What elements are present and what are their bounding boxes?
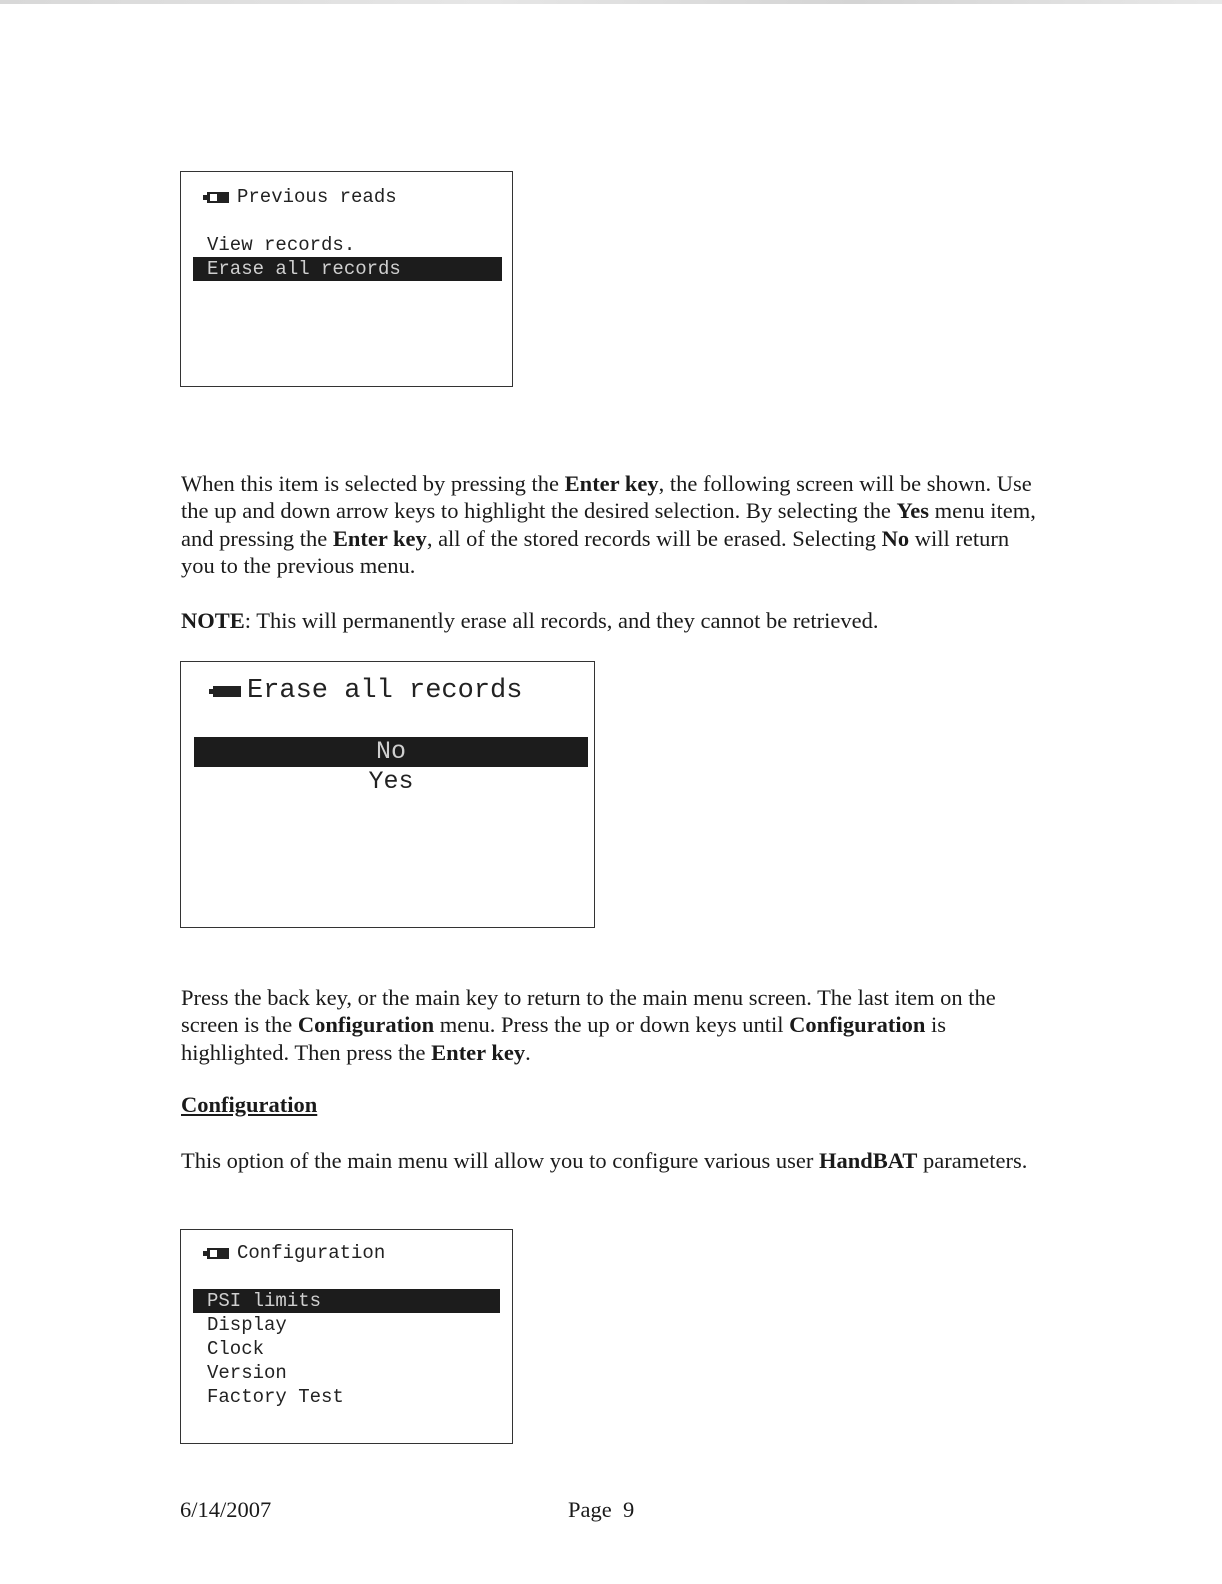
screen-title	[213, 676, 522, 706]
battery-icon	[207, 192, 229, 203]
menu-item-psi-limits[interactable]: PSI limits	[193, 1289, 500, 1313]
paragraph-back-to-main: Press the back key, or the main key to return to the main menu screen. The last item on the screen is the Configuration menu. Press the up or down keys until Configuration is highlighted. Then press the Enter key.	[181, 985, 996, 1065]
menu-item-version[interactable]: Version	[207, 1362, 287, 1384]
screen-erase-all-records	[180, 661, 595, 928]
section-heading-configuration: Configuration	[181, 1092, 318, 1117]
menu-item-view-records[interactable]: View records.	[207, 234, 356, 256]
paragraph-note: NOTE: This will permanently erase all records, and they cannot be retrieved.	[181, 608, 879, 633]
menu-item-clock[interactable]: Clock	[207, 1338, 265, 1360]
menu-item-no[interactable]: No	[194, 737, 588, 767]
menu-item-display[interactable]: Display	[207, 1314, 287, 1336]
battery-icon	[213, 686, 241, 697]
battery-icon	[207, 1248, 229, 1259]
page-label: Page	[568, 1497, 612, 1522]
footer-page-number	[568, 1497, 634, 1523]
scan-top-edge	[0, 0, 1222, 4]
paragraph-configuration-intro: This option of the main menu will allow you to configure various user HandBAT parameters.	[181, 1148, 1028, 1173]
menu-item-factory-test[interactable]: Factory Test	[207, 1386, 344, 1408]
screen-configuration	[180, 1229, 513, 1444]
paragraph-erase-instructions: When this item is selected by pressing the Enter key, the following screen will be shown. Use the up and down arrow keys to highlight the desired selection. By selecting the Yes menu item, and pressing the Enter key, all of the stored records will be erased. Selecting No will return you to the previous menu.	[181, 471, 1036, 578]
screen-previous-reads	[180, 171, 513, 387]
screen-title-text: Configuration	[237, 1242, 386, 1264]
footer-date: 6/14/2007	[180, 1497, 272, 1522]
screen-title	[207, 1242, 385, 1264]
screen-title	[207, 186, 397, 208]
screen-title-text: Erase all records	[247, 676, 523, 706]
menu-item-yes[interactable]: Yes	[368, 767, 414, 796]
page-number: 9	[623, 1497, 635, 1522]
screen-title-text: Previous reads	[237, 186, 397, 208]
menu-item-erase-all-records[interactable]: Erase all records	[193, 257, 502, 281]
